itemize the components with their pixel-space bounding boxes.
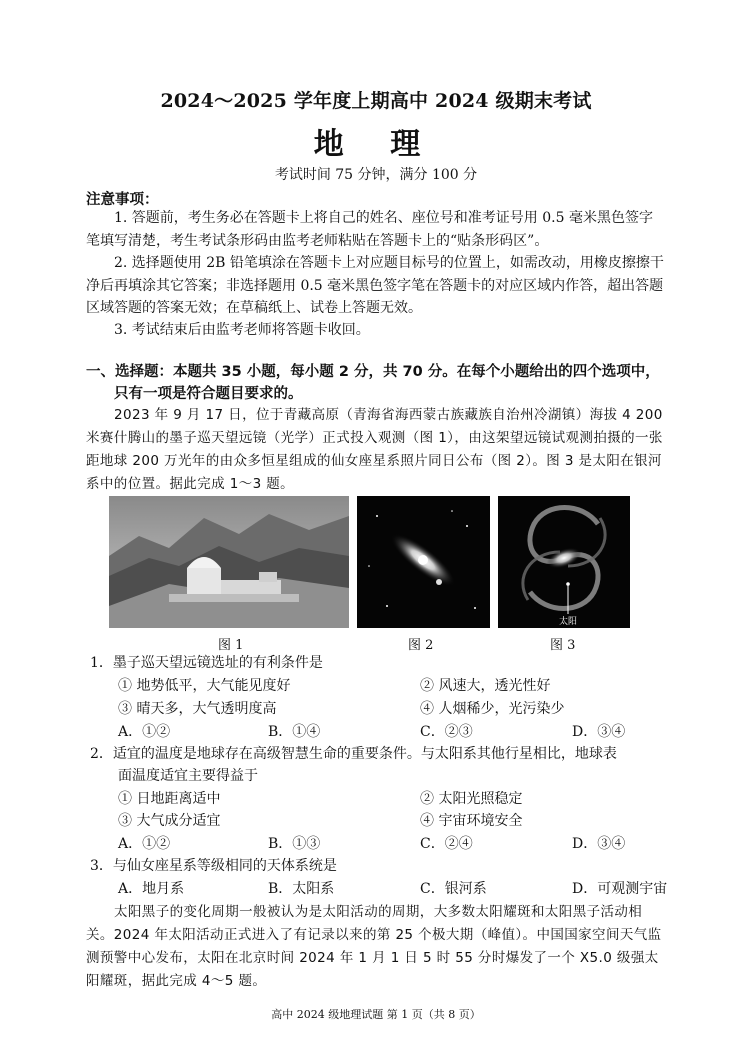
q1-option-1: ① 地势低平，大气能见度好 <box>118 678 291 694</box>
q3-choice-d[interactable]: D．可观测宇宙 <box>572 881 668 897</box>
q1-option-4: ④ 人烟稀少，光污染少 <box>420 701 565 717</box>
figure-3-milky-way <box>498 496 630 628</box>
milky-way-image <box>498 496 630 628</box>
question-stem-1-3: 2023 年 9 月 17 日，位于青藏高原（青海省海西蒙古族藏族自治州冷湖镇）海拔 4 200 米赛什腾山的墨子巡天望远镜（光学）正式投入观测（图 1），由这架望远镜试观测拍摄的一张距地球 200 万光年的由众多恒星组成的仙女座星系照片同日公布（图 2）。图 3 是太阳在银河系中的位置。据此完成 1～3 题。 <box>86 407 663 492</box>
page-footer: 高中 2024 级地理试题 第 1 页（共 8 页） <box>271 1008 481 1021</box>
q2-choice-c[interactable]: C．②④ <box>420 836 473 852</box>
q2-option-4: ④ 宇宙环境安全 <box>420 813 523 829</box>
q1-choice-a[interactable]: A．①② <box>118 724 171 740</box>
section-heading-line2: 只有一项是符合题目要求的。 <box>114 386 303 402</box>
question-2-text-line1: 2．适宜的温度是地球存在高级智慧生命的重要条件。与太阳系其他行星相比，地球表 <box>90 746 617 762</box>
q2-choice-a[interactable]: A．①② <box>118 836 171 852</box>
sun-label: 太阳 <box>558 617 578 627</box>
note-item-3: 3. 考试结束后由监考老师将答题卡收回。 <box>114 322 370 338</box>
subject-title: 地 理 <box>313 127 439 162</box>
q2-option-3: ③ 大气成分适宜 <box>118 813 221 829</box>
figure-3-caption: 图 3 <box>550 638 576 653</box>
q1-option-2: ② 风速大，透光性好 <box>420 678 551 694</box>
andromeda-galaxy-image <box>357 496 490 628</box>
question-3-text: 3．与仙女座星系等级相同的天体系统是 <box>90 858 337 874</box>
exam-title: 2024～2025 学年度上期高中 2024 级期末考试 <box>160 90 592 112</box>
sun-marker <box>566 582 570 586</box>
figure-2-caption: 图 2 <box>408 638 434 653</box>
question-1-text: 1．墨子巡天望远镜选址的有利条件是 <box>90 655 323 671</box>
time-info: 考试时间 75 分钟，满分 100 分 <box>274 167 478 183</box>
note-item-2: 2. 选择题使用 2B 铅笔填涂在答题卡上对应题目标号的位置上，如需改动，用橡皮擦擦干净后再填涂其它答案；非选择题用 0.5 毫米黑色签字笔在答题卡的对应区域内作答，超出答题区域答题的答案无效；在草稿纸上、试卷上答题无效。 <box>86 255 664 316</box>
q1-option-3: ③ 晴天多，大气透明度高 <box>118 701 277 717</box>
telescope-photo-image <box>109 496 349 628</box>
figure-1-caption: 图 1 <box>218 638 244 653</box>
q2-choice-b[interactable]: B．①③ <box>268 836 321 852</box>
figure-1-telescope-photo <box>109 496 349 628</box>
q1-choice-d[interactable]: D．③④ <box>572 724 626 740</box>
question-2-text-line2: 面温度适宜主要得益于 <box>118 768 258 784</box>
section-heading-line1: 一、选择题：本题共 35 小题，每小题 2 分，共 70 分。在每个小题给出的四个选项中， <box>86 364 660 380</box>
q1-choice-b[interactable]: B．①④ <box>268 724 321 740</box>
figure-2-andromeda-photo <box>357 496 490 628</box>
q2-choice-d[interactable]: D．③④ <box>572 836 626 852</box>
q3-choice-a[interactable]: A．地月系 <box>118 881 185 897</box>
q2-option-2: ② 太阳光照稳定 <box>420 791 523 807</box>
section-heading <box>86 361 666 405</box>
q3-choice-b[interactable]: B．太阳系 <box>268 881 335 897</box>
notes-title: 注意事项： <box>86 192 159 208</box>
note-item-1: 1. 答题前，考生务必在答题卡上将自己的姓名、座位号和准考证号用 0.5 毫米黑色签字笔填写清楚，考生考试条形码由监考老师粘贴在答题卡上的“贴条形码区”。 <box>86 210 653 249</box>
q1-choice-c[interactable]: C．②③ <box>420 724 473 740</box>
q3-choice-c[interactable]: C．银河系 <box>420 881 487 897</box>
q2-option-1: ① 日地距离适中 <box>118 791 221 807</box>
question-stem-4-5: 太阳黑子的变化周期一般被认为是太阳活动的周期，大多数太阳耀斑和太阳黑子活动相关。2024 年太阳活动正式进入了有记录以来的第 25 个极大期（峰值）。中国国家空间天气监测预警中心发布，太阳在北京时间 2024 年 1 月 1 日 5 时 55 分时爆发了一个 X5.0 级强太阳耀斑，据此完成 4～5 题。 <box>86 904 662 989</box>
